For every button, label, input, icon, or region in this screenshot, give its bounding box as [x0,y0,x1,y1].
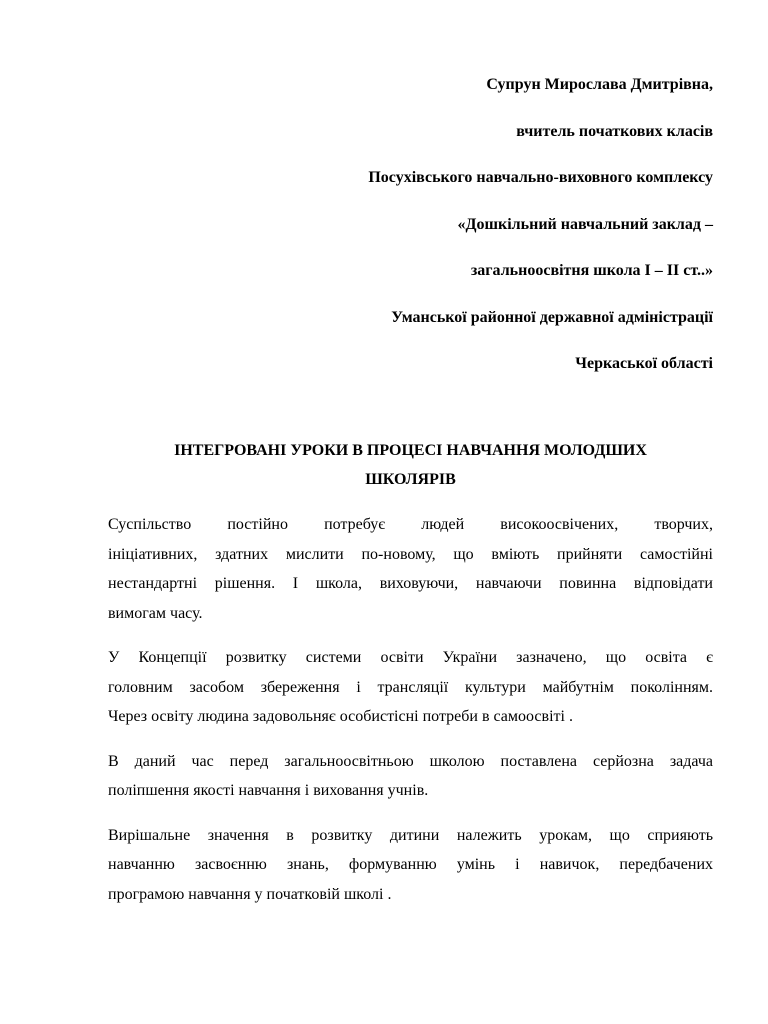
author-info [113,62,713,388]
paragraph-line: поліпшення якості навчання і виховання учнів. [108,782,429,799]
paragraph-line: програмою навчання у початковій школі . [108,885,392,903]
author-region: Черкаської області [575,355,713,372]
paragraph-line: Суспільство постійно потребує людей високоосвічених, творчих, [108,516,713,533]
document-body [108,510,713,924]
paragraph-line: Вирішальне значення в розвитку дитини належить урокам, що сприяють [108,826,713,844]
paragraph-line: В даний час перед загальноосвітньою школою поставлена серйозна задача [108,752,713,770]
paragraph-line: Через освіту людина задовольняє особистісні потреби в самоосвіті . [108,708,573,725]
author-institution-name-1: «Дошкільний навчальний заклад – [457,215,713,233]
author-institution: Посухівського навчально-виховного комплексу [368,169,713,186]
paragraph-line: головним засобом збереження і трансляції культури майбутнім поколінням. [108,678,713,696]
paragraph-line: вимогам часу. [108,604,203,622]
paragraph-2 [108,643,713,732]
paragraph-4 [108,821,713,910]
paragraph-line: У Концепції розвитку системи освіти України зазначено, що освіта є [108,649,713,666]
document-title [108,436,713,494]
paragraph-line: ініціативних, здатних мислити по-новому, що вміють прийняти самостійні [108,545,713,563]
paragraph-3 [108,747,713,806]
paragraph-line: навчанню засвоєнню знань, формуванню умінь і навичок, передбачених [108,856,713,873]
author-position: вчитель початкових класів [516,122,713,140]
paragraph-1 [108,510,713,628]
title-line-2: ШКОЛЯРІВ [365,471,456,488]
author-name: Супрун Мирослава Дмитрівна, [486,76,713,93]
author-administration: Уманської районної державної адміністрації [391,308,713,326]
author-institution-name-2: загальноосвітня школа І – ІІ ст..» [470,262,713,279]
paragraph-line: нестандартні рішення. І школа, виховуючи, навчаючи повинна відповідати [108,575,713,592]
title-line-1: ІНТЕГРОВАНІ УРОКИ В ПРОЦЕСІ НАВЧАННЯ МОЛОДШИХ [174,442,647,459]
